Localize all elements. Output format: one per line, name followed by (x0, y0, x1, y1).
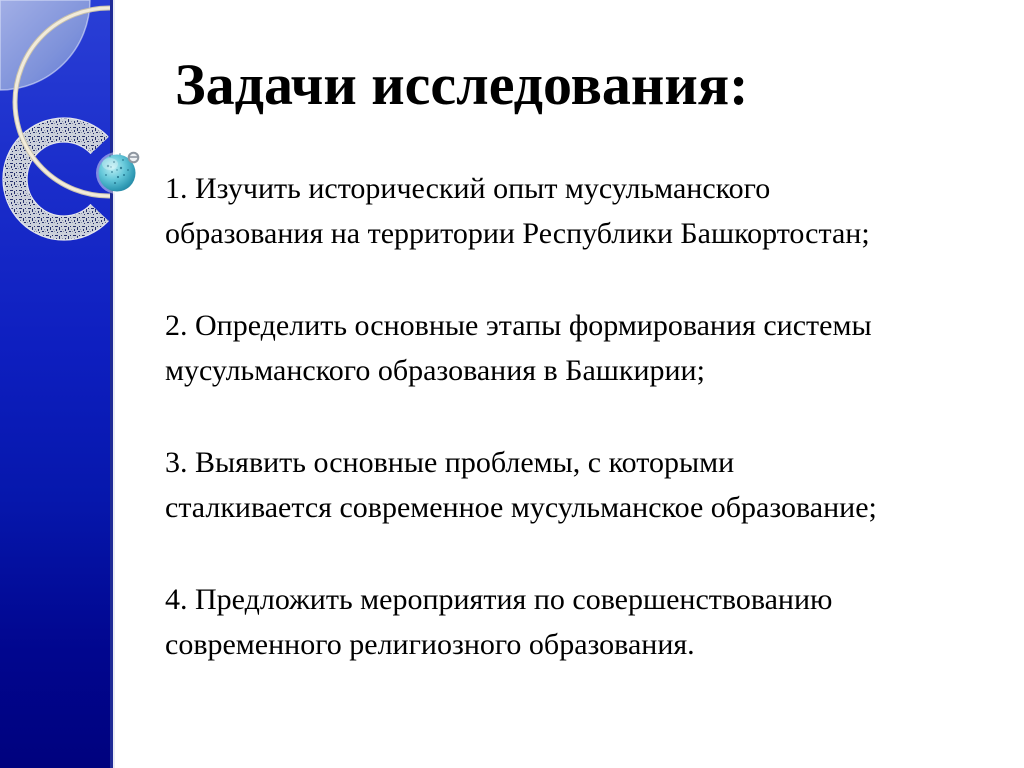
task-item-4-line-2: современного религиозного образования. (165, 628, 695, 661)
task-list (165, 166, 995, 714)
task-item-1-line-2: образования на территории Республики Башкортостан; (165, 217, 870, 250)
slide-sidebar (0, 0, 113, 768)
sidebar-decoration (0, 0, 110, 768)
task-item-3-line-2: сталкивается современное мусульманское образование; (165, 491, 877, 524)
task-item-3 (165, 440, 995, 530)
task-item-1 (165, 166, 995, 256)
task-item-3-line-1: 3. Выявить основные проблемы, с которыми (165, 446, 735, 479)
task-item-2-line-2: мусульманского образования в Башкирии; (165, 354, 705, 387)
task-item-4-line-1: 4. Предложить мероприятия по совершенствованию (165, 583, 833, 616)
task-item-2-line-1: 2. Определить основные этапы формирования системы (165, 309, 872, 342)
satellite-theta-icon (129, 153, 139, 163)
task-item-2 (165, 303, 995, 393)
task-item-4 (165, 577, 995, 667)
slide-title: Задачи исследования: (175, 52, 749, 117)
task-item-1-line-1: 1. Изучить исторический опыт мусульманского (165, 172, 771, 205)
